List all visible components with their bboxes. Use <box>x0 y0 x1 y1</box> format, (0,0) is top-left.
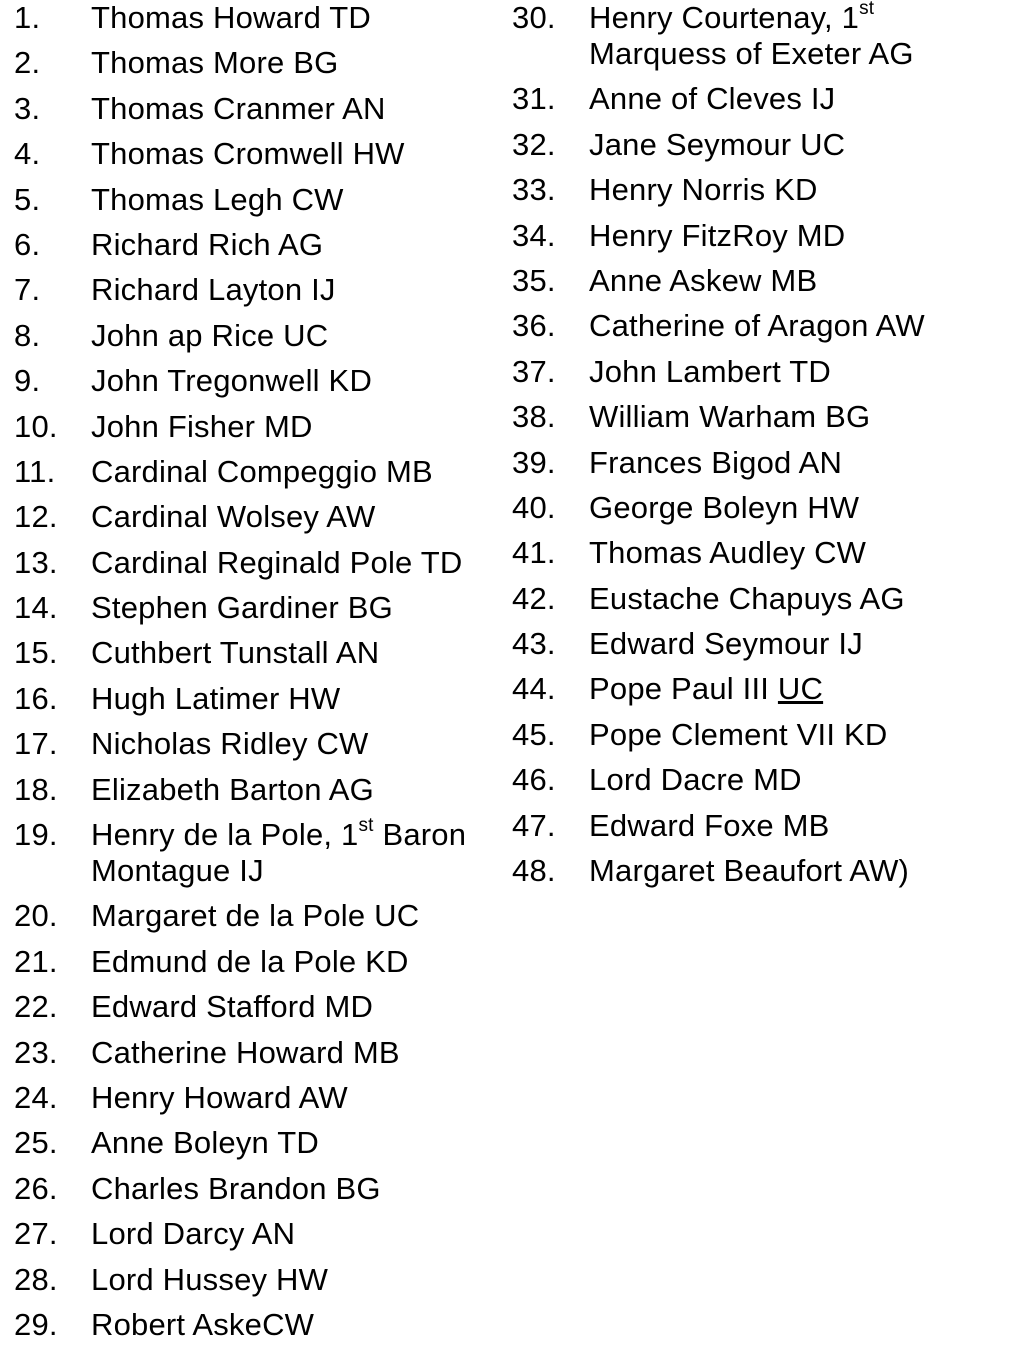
left-column-list <box>14 0 514 1352</box>
item-number: 5. <box>14 181 41 217</box>
list-item <box>14 814 514 889</box>
list-item <box>14 590 514 626</box>
item-number: 27. <box>14 1216 58 1252</box>
list-item <box>512 808 1012 844</box>
list-item <box>14 1035 514 1071</box>
item-number: 3. <box>14 90 41 126</box>
list-item <box>512 263 1012 299</box>
list-item <box>14 898 514 934</box>
item-number: 6. <box>14 226 41 262</box>
ordinal-suffix: st <box>859 0 875 19</box>
item-number: 2. <box>14 45 41 81</box>
list-item <box>512 762 1012 798</box>
list-item <box>14 45 514 81</box>
item-number: 14. <box>14 590 58 626</box>
list-item <box>14 1262 514 1298</box>
list-item <box>14 944 514 980</box>
list-item <box>512 308 1012 344</box>
item-number: 48. <box>512 853 556 889</box>
item-number: 13. <box>14 544 58 580</box>
item-text: Jane Seymour UC <box>589 126 846 162</box>
item-number: 29. <box>14 1306 58 1342</box>
list-item <box>14 318 514 354</box>
item-text: Edward Stafford MD <box>91 989 374 1025</box>
item-text-part: Henry Courtenay, 1 <box>589 0 860 35</box>
item-text: Richard Rich AG <box>91 226 324 262</box>
list-item <box>14 1307 514 1343</box>
item-number: 44. <box>512 671 556 707</box>
item-number: 10. <box>14 408 58 444</box>
list-item <box>14 635 514 671</box>
list-item <box>14 0 514 36</box>
item-number: 31. <box>512 81 556 117</box>
list-item <box>14 1080 514 1116</box>
item-number: 36. <box>512 308 556 344</box>
list-item <box>512 172 1012 208</box>
item-text: Thomas Cranmer AN <box>91 90 386 126</box>
item-text-part: Baron Montague IJ <box>91 817 467 889</box>
ordinal-suffix: st <box>358 814 374 836</box>
list-item <box>14 363 514 399</box>
item-number: 15. <box>14 635 58 671</box>
item-text <box>589 671 1012 707</box>
item-text: Lord Dacre MD <box>589 762 802 798</box>
item-text: Lord Darcy AN <box>91 1216 296 1252</box>
item-number: 1. <box>14 0 41 35</box>
item-number: 19. <box>14 817 58 853</box>
list-item <box>14 1125 514 1161</box>
list-item <box>512 127 1012 163</box>
item-number: 47. <box>512 807 556 843</box>
list-item <box>14 772 514 808</box>
item-number: 4. <box>14 136 41 172</box>
item-text: Cardinal Reginald Pole TD <box>91 544 463 580</box>
list-item <box>512 218 1012 254</box>
item-number: 7. <box>14 272 41 308</box>
item-text: Cuthbert Tunstall AN <box>91 635 380 671</box>
list-item <box>14 182 514 218</box>
item-text <box>91 814 514 889</box>
list-item <box>512 535 1012 571</box>
list-item <box>14 454 514 490</box>
item-text: Edward Foxe MB <box>589 807 830 843</box>
item-text: John ap Rice UC <box>91 317 329 353</box>
item-number: 30. <box>512 0 556 35</box>
list-item <box>14 726 514 762</box>
item-text: Hugh Latimer HW <box>91 680 341 716</box>
list-item <box>512 0 1012 72</box>
item-number: 43. <box>512 626 556 662</box>
list-item <box>14 681 514 717</box>
item-number: 34. <box>512 217 556 253</box>
list-item <box>512 671 1012 707</box>
item-text: Pope Clement VII KD <box>589 716 888 752</box>
list-item <box>512 581 1012 617</box>
item-text: John Fisher MD <box>91 408 313 444</box>
item-number: 39. <box>512 444 556 480</box>
item-text: Frances Bigod AN <box>589 444 843 480</box>
item-number: 11. <box>14 453 56 489</box>
item-text: Charles Brandon BG <box>91 1170 381 1206</box>
item-number: 16. <box>14 680 58 716</box>
item-text: Cardinal Wolsey AW <box>91 499 376 535</box>
list-item <box>512 626 1012 662</box>
item-number: 41. <box>512 535 556 571</box>
item-text: Stephen Gardiner BG <box>91 590 393 626</box>
list-item <box>14 136 514 172</box>
item-number: 33. <box>512 172 556 208</box>
item-number: 40. <box>512 489 556 525</box>
item-text: Margaret de la Pole UC <box>91 898 420 934</box>
item-text: Anne Boleyn TD <box>91 1125 319 1161</box>
item-text: Henry Howard AW <box>91 1079 348 1115</box>
item-text <box>589 0 1012 72</box>
item-text: Richard Layton IJ <box>91 272 336 308</box>
item-text-part: Henry de la Pole, 1 <box>91 817 359 853</box>
item-text: Elizabeth Barton AG <box>91 771 374 807</box>
underlined-code: UC <box>777 671 824 707</box>
item-text: Margaret Beaufort AW) <box>589 853 910 889</box>
item-number: 45. <box>512 716 556 752</box>
item-number: 9. <box>14 363 41 399</box>
item-text: Thomas More BG <box>91 45 339 81</box>
item-number: 24. <box>14 1079 58 1115</box>
list-item <box>14 1171 514 1207</box>
item-number: 23. <box>14 1034 58 1070</box>
item-number: 46. <box>512 762 556 798</box>
item-text: Nicholas Ridley CW <box>91 726 369 762</box>
item-text: Edmund de la Pole KD <box>91 943 409 979</box>
list-item <box>14 409 514 445</box>
item-text: Thomas Howard TD <box>91 0 371 35</box>
item-text: Thomas Audley CW <box>589 535 867 571</box>
list-item <box>14 499 514 535</box>
right-column-list <box>512 0 1012 898</box>
item-number: 8. <box>14 317 41 353</box>
item-text: Lord Hussey HW <box>91 1261 329 1297</box>
list-item <box>14 91 514 127</box>
item-text: John Lambert TD <box>589 353 831 389</box>
list-item <box>512 490 1012 526</box>
list-item <box>14 272 514 308</box>
list-item <box>512 399 1012 435</box>
item-number: 38. <box>512 399 556 435</box>
list-item <box>512 354 1012 390</box>
item-number: 26. <box>14 1170 58 1206</box>
item-number: 42. <box>512 580 556 616</box>
item-text-part: Marquess of Exeter AG <box>589 36 914 71</box>
item-text: Anne Askew MB <box>589 262 818 298</box>
list-item <box>512 81 1012 117</box>
item-text: Edward Seymour IJ <box>589 626 863 662</box>
item-number: 12. <box>14 499 58 535</box>
item-text: Anne of Cleves IJ <box>589 81 836 117</box>
list-item <box>512 853 1012 889</box>
item-text: Robert AskeCW <box>91 1306 315 1342</box>
item-number: 32. <box>512 126 556 162</box>
list-item <box>512 445 1012 481</box>
item-number: 28. <box>14 1261 58 1297</box>
item-number: 17. <box>14 726 58 762</box>
list-item <box>14 227 514 263</box>
item-number: 35. <box>512 262 556 298</box>
item-number: 37. <box>512 353 556 389</box>
item-number: 22. <box>14 989 58 1025</box>
item-text: Cardinal Compeggio MB <box>91 453 433 489</box>
item-text: Catherine of Aragon AW <box>589 308 925 344</box>
item-number: 21. <box>14 943 58 979</box>
item-text: Henry FitzRoy MD <box>589 217 846 253</box>
item-text: Catherine Howard MB <box>91 1034 400 1070</box>
item-text: Henry Norris KD <box>589 172 818 208</box>
list-item <box>14 1216 514 1252</box>
list-item <box>512 717 1012 753</box>
list-item <box>14 989 514 1025</box>
item-text-part: Pope Paul III <box>589 671 778 707</box>
list-item <box>14 545 514 581</box>
item-number: 20. <box>14 898 58 934</box>
item-text: George Boleyn HW <box>589 489 860 525</box>
item-text: John Tregonwell KD <box>91 363 373 399</box>
item-number: 25. <box>14 1125 58 1161</box>
item-text: William Warham BG <box>589 399 871 435</box>
item-text: Eustache Chapuys AG <box>589 580 905 616</box>
item-text: Thomas Cromwell HW <box>91 136 405 172</box>
item-text: Thomas Legh CW <box>91 181 344 217</box>
item-number: 18. <box>14 771 58 807</box>
